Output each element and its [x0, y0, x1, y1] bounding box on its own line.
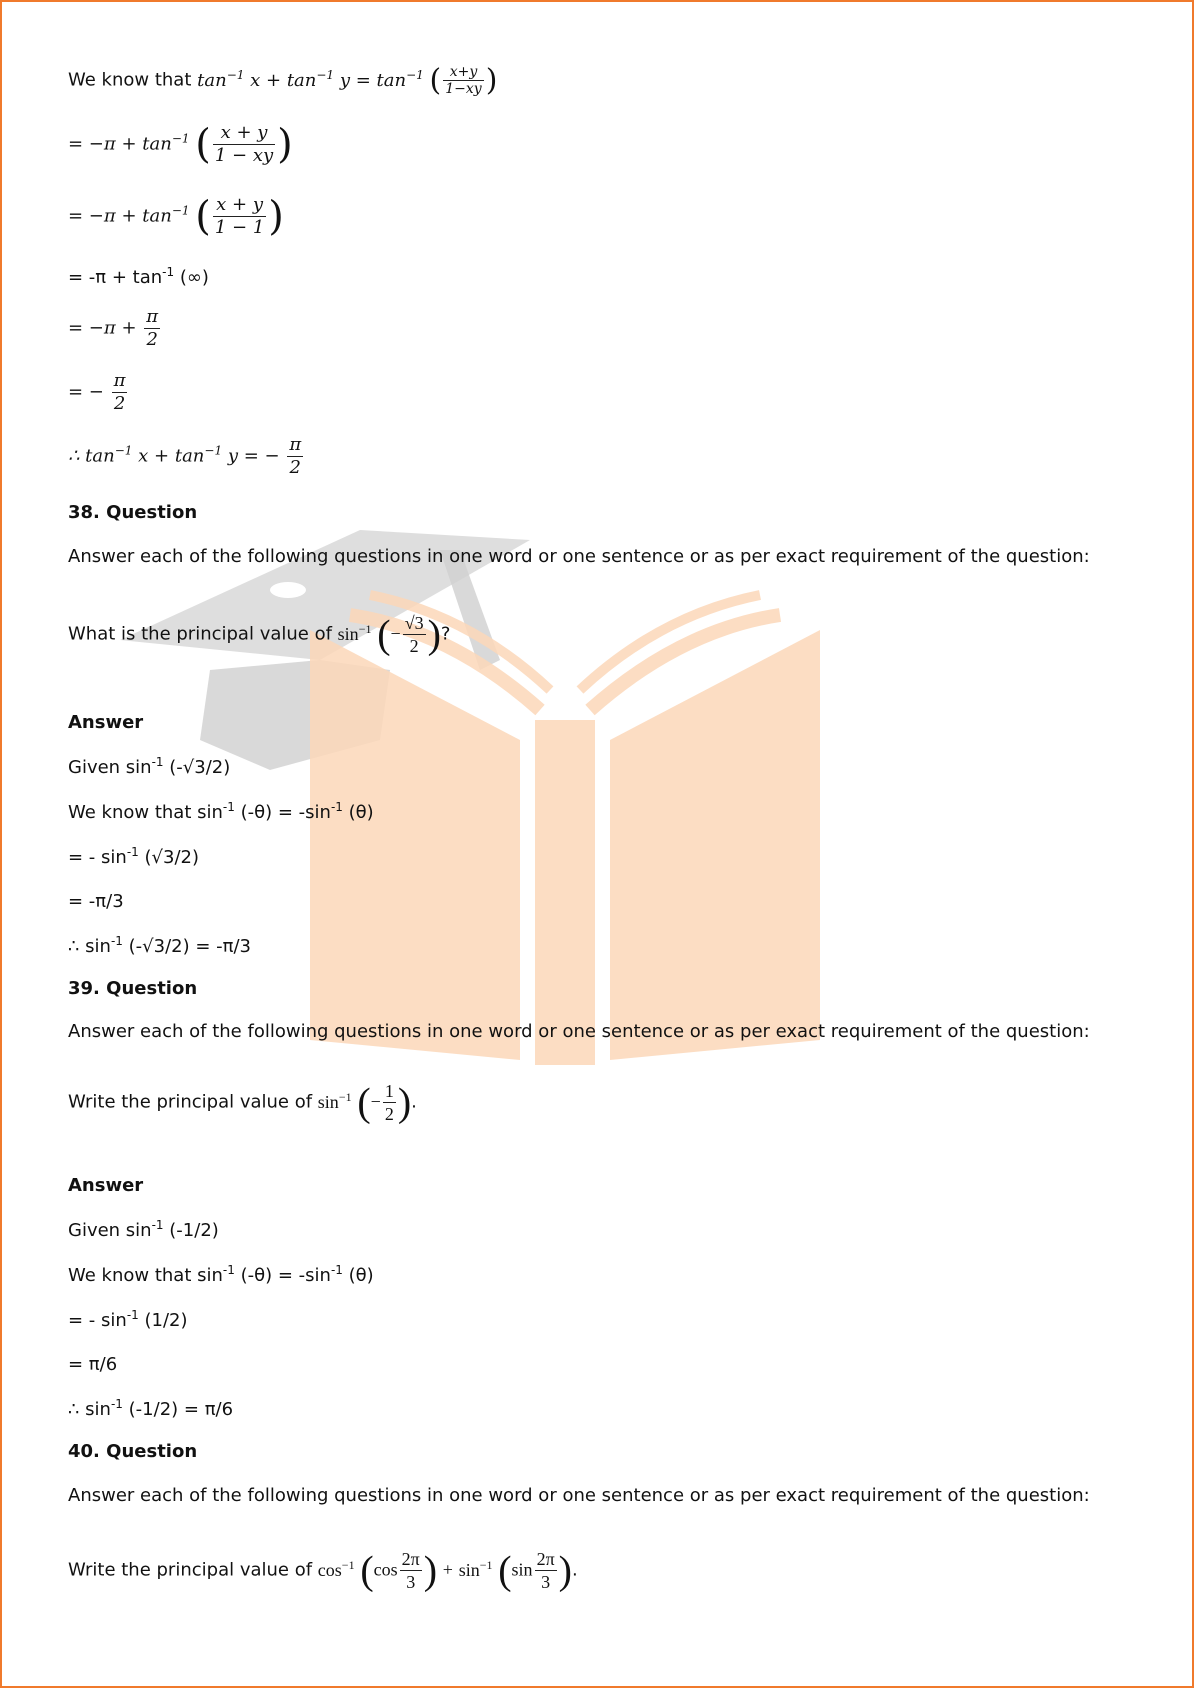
q38-heading: 38. Question	[68, 502, 198, 523]
q39-line-3: = - $\sin^{-1} (1/2)$	[68, 1308, 188, 1331]
q39-question: Write the principal value of $\sin^{-1}$ (− $\frac{1}{2}$ ).	[68, 1079, 417, 1125]
intro-text: We know that	[68, 69, 192, 91]
step-3: = $-\pi + \tan^{-1}$ (∞)	[68, 265, 209, 288]
intro-formula: $\tan^{-1} x + \tan^{-1} y = \tan^{-1}$ ( $\frac{x+y}{1-xy}$ )	[197, 62, 498, 98]
q39-answer-label: Answer	[68, 1175, 144, 1196]
q39-instruction: Answer each of the following questions in one word or one sentence or as per exact requirement of the question:	[68, 1021, 1090, 1042]
step-4: = −π + $\frac{\pi}{2}$	[68, 306, 159, 350]
step-1: = $-\pi + \tan^{-1}$ ( $\frac{x + y}{1 - xy}$ )	[68, 121, 293, 168]
q38-line-5: ∴ $\sin^{-1} (-√3/2) = -\pi/3$	[68, 934, 252, 957]
q39-line-1: Given $\sin^{-1} (-1/2)$	[68, 1218, 219, 1241]
q38-answer-label: Answer	[68, 712, 144, 733]
q38-instruction: Answer each of the following questions in one word or one sentence or as per exact requirement of the question:	[68, 546, 1090, 567]
step-6: ∴ $\tan^{-1} x + \tan^{-1} y$ = − $\frac{\pi}{2}$	[68, 434, 302, 478]
q39-line-4: = π/6	[68, 1354, 118, 1375]
intro-line	[68, 64, 497, 97]
q38-line-3: = - $\sin^{-1} (√3/2)$	[68, 845, 199, 868]
q40-question: Write the principal value of $\cos^{-1} (\cos$ $\frac{2\pi}{3}$ ) + $\sin^{-1} (\sin$ $\frac{2\pi}{3}$ ).	[68, 1547, 578, 1593]
q38-line-1: Given $\sin^{-1} (-√3/2)$	[68, 755, 231, 778]
q38-line-4: = -π/3	[68, 891, 124, 912]
step-2: = $-\pi + \tan^{-1}$ ( $\frac{x + y}{1 - 1}$ )	[68, 193, 284, 240]
q38-line-2: We know that $\sin^{-1} (-\theta) = -\sin^{-1}$ (θ)	[68, 800, 374, 823]
q39-heading: 39. Question	[68, 978, 198, 999]
q39-line-2: We know that $\sin^{-1} (-\theta) = -\sin^{-1}$ (θ)	[68, 1263, 374, 1286]
q38-question: What is the principal value of $\sin^{-1}$ (− $\frac{√3}{2}$ )?	[68, 611, 451, 657]
q40-instruction: Answer each of the following questions in one word or one sentence or as per exact requirement of the question:	[68, 1485, 1090, 1506]
step-5: = − $\frac{\pi}{2}$	[68, 370, 126, 414]
q39-line-5: ∴ $\sin^{-1} (-1/2) = \pi/6$	[68, 1397, 234, 1420]
q40-heading: 40. Question	[68, 1441, 198, 1462]
